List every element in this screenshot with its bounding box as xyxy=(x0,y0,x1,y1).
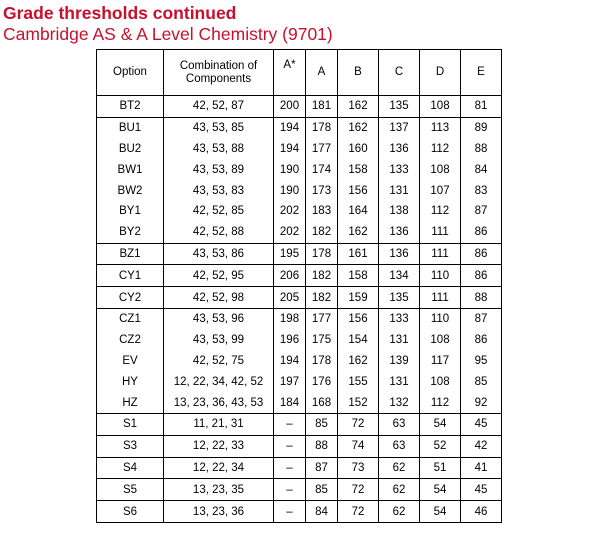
cell-components: 42, 52, 85 xyxy=(164,201,274,222)
header-grade-c: C xyxy=(379,50,420,96)
cell-grade-c: 139 xyxy=(379,351,420,372)
cell-grade-d: 113 xyxy=(420,117,461,138)
cell-option: BU2 xyxy=(97,139,164,160)
table-row xyxy=(97,96,502,118)
cell-grade-e: 87 xyxy=(461,201,502,222)
cell-grade-d: 111 xyxy=(420,243,461,265)
table-row xyxy=(97,222,502,243)
cell-grade-b: 72 xyxy=(338,501,379,523)
cell-grade-e: 86 xyxy=(461,222,502,243)
cell-option: S5 xyxy=(97,479,164,501)
cell-option: BY2 xyxy=(97,222,164,243)
cell-grade-d: 108 xyxy=(420,371,461,392)
cell-grade-b: 160 xyxy=(338,139,379,160)
cell-grade-b: 72 xyxy=(338,479,379,501)
table-row xyxy=(97,501,502,523)
cell-grade-e: 92 xyxy=(461,392,502,413)
cell-grade-e: 46 xyxy=(461,501,502,523)
cell-grade-e: 41 xyxy=(461,457,502,479)
header-grade-b: B xyxy=(338,50,379,96)
cell-grade-astar: 195 xyxy=(274,243,306,265)
cell-grade-c: 135 xyxy=(379,96,420,118)
cell-components: 13, 23, 36, 43, 53 xyxy=(164,392,274,413)
cell-grade-e: 45 xyxy=(461,413,502,435)
cell-grade-astar: 197 xyxy=(274,371,306,392)
table-row xyxy=(97,413,502,435)
table-row xyxy=(97,371,502,392)
cell-grade-a: 181 xyxy=(306,96,338,118)
cell-grade-e: 86 xyxy=(461,265,502,287)
cell-option: HY xyxy=(97,371,164,392)
cell-grade-b: 164 xyxy=(338,201,379,222)
cell-grade-c: 138 xyxy=(379,201,420,222)
cell-grade-a: 182 xyxy=(306,287,338,309)
header-combination: Combination of Components xyxy=(164,50,274,96)
cell-components: 43, 53, 99 xyxy=(164,330,274,351)
cell-grade-astar: 200 xyxy=(274,96,306,118)
cell-grade-b: 158 xyxy=(338,159,379,180)
cell-components: 12, 22, 34, 42, 52 xyxy=(164,371,274,392)
cell-components: 13, 23, 36 xyxy=(164,501,274,523)
table-row xyxy=(97,457,502,479)
cell-components: 12, 22, 34 xyxy=(164,457,274,479)
cell-grade-c: 131 xyxy=(379,330,420,351)
cell-option: S6 xyxy=(97,501,164,523)
cell-grade-b: 155 xyxy=(338,371,379,392)
cell-option: S1 xyxy=(97,413,164,435)
page-title: Grade thresholds continued xyxy=(3,3,237,23)
cell-grade-b: 158 xyxy=(338,265,379,287)
cell-grade-astar: 190 xyxy=(274,159,306,180)
cell-option: BT2 xyxy=(97,96,164,118)
cell-grade-a: 168 xyxy=(306,392,338,413)
cell-grade-d: 108 xyxy=(420,96,461,118)
cell-option: CY2 xyxy=(97,287,164,309)
cell-grade-b: 162 xyxy=(338,222,379,243)
table-row xyxy=(97,392,502,413)
cell-grade-d: 110 xyxy=(420,265,461,287)
cell-grade-astar: 202 xyxy=(274,222,306,243)
cell-grade-c: 137 xyxy=(379,117,420,138)
cell-grade-c: 131 xyxy=(379,371,420,392)
cell-grade-d: 117 xyxy=(420,351,461,372)
cell-grade-e: 81 xyxy=(461,96,502,118)
table-header-row xyxy=(97,50,502,96)
cell-grade-a: 173 xyxy=(306,180,338,201)
cell-grade-c: 136 xyxy=(379,243,420,265)
table-row xyxy=(97,479,502,501)
cell-grade-b: 73 xyxy=(338,457,379,479)
cell-grade-d: 54 xyxy=(420,501,461,523)
cell-grade-b: 72 xyxy=(338,413,379,435)
cell-grade-e: 83 xyxy=(461,180,502,201)
cell-components: 42, 52, 87 xyxy=(164,96,274,118)
cell-grade-e: 89 xyxy=(461,117,502,138)
cell-option: HZ xyxy=(97,392,164,413)
cell-grade-d: 108 xyxy=(420,330,461,351)
cell-grade-a: 176 xyxy=(306,371,338,392)
cell-grade-c: 135 xyxy=(379,287,420,309)
cell-grade-b: 152 xyxy=(338,392,379,413)
cell-grade-astar: 196 xyxy=(274,330,306,351)
cell-grade-astar: 194 xyxy=(274,117,306,138)
cell-components: 43, 53, 88 xyxy=(164,139,274,160)
cell-grade-b: 162 xyxy=(338,117,379,138)
cell-grade-e: 86 xyxy=(461,243,502,265)
cell-grade-b: 159 xyxy=(338,287,379,309)
table-row xyxy=(97,308,502,329)
cell-grade-a: 175 xyxy=(306,330,338,351)
cell-grade-a: 85 xyxy=(306,479,338,501)
cell-grade-b: 162 xyxy=(338,96,379,118)
cell-grade-e: 85 xyxy=(461,371,502,392)
cell-grade-b: 156 xyxy=(338,180,379,201)
cell-grade-astar: 202 xyxy=(274,201,306,222)
cell-grade-e: 86 xyxy=(461,330,502,351)
cell-grade-e: 88 xyxy=(461,139,502,160)
cell-grade-a: 88 xyxy=(306,435,338,457)
cell-grade-e: 88 xyxy=(461,287,502,309)
cell-grade-c: 62 xyxy=(379,479,420,501)
cell-option: BY1 xyxy=(97,201,164,222)
cell-grade-astar: – xyxy=(274,413,306,435)
cell-grade-d: 112 xyxy=(420,139,461,160)
cell-components: 13, 23, 35 xyxy=(164,479,274,501)
cell-grade-d: 112 xyxy=(420,201,461,222)
cell-option: S3 xyxy=(97,435,164,457)
table-row xyxy=(97,180,502,201)
cell-grade-astar: – xyxy=(274,479,306,501)
cell-components: 43, 53, 96 xyxy=(164,308,274,329)
table-body xyxy=(97,96,502,523)
cell-components: 43, 53, 86 xyxy=(164,243,274,265)
cell-option: BZ1 xyxy=(97,243,164,265)
cell-grade-e: 84 xyxy=(461,159,502,180)
table-row xyxy=(97,159,502,180)
cell-option: CY1 xyxy=(97,265,164,287)
cell-grade-astar: 194 xyxy=(274,351,306,372)
cell-grade-a: 84 xyxy=(306,501,338,523)
header-grade-d: D xyxy=(420,50,461,96)
cell-grade-c: 131 xyxy=(379,180,420,201)
cell-grade-b: 161 xyxy=(338,243,379,265)
cell-grade-a: 182 xyxy=(306,222,338,243)
cell-grade-d: 52 xyxy=(420,435,461,457)
cell-grade-c: 63 xyxy=(379,413,420,435)
header-grade-a: A xyxy=(306,50,338,96)
cell-grade-astar: – xyxy=(274,435,306,457)
cell-grade-a: 178 xyxy=(306,117,338,138)
cell-grade-c: 62 xyxy=(379,457,420,479)
cell-components: 42, 52, 88 xyxy=(164,222,274,243)
cell-grade-e: 87 xyxy=(461,308,502,329)
cell-option: CZ2 xyxy=(97,330,164,351)
cell-components: 43, 53, 85 xyxy=(164,117,274,138)
table-row xyxy=(97,287,502,309)
header-option: Option xyxy=(97,50,164,96)
cell-grade-astar: 190 xyxy=(274,180,306,201)
cell-option: S4 xyxy=(97,457,164,479)
cell-grade-b: 154 xyxy=(338,330,379,351)
cell-grade-d: 51 xyxy=(420,457,461,479)
cell-grade-b: 74 xyxy=(338,435,379,457)
cell-grade-e: 42 xyxy=(461,435,502,457)
table-row xyxy=(97,435,502,457)
cell-option: BW1 xyxy=(97,159,164,180)
cell-grade-astar: 198 xyxy=(274,308,306,329)
cell-components: 11, 21, 31 xyxy=(164,413,274,435)
cell-grade-c: 136 xyxy=(379,139,420,160)
cell-grade-c: 133 xyxy=(379,308,420,329)
cell-grade-c: 62 xyxy=(379,501,420,523)
cell-components: 43, 53, 89 xyxy=(164,159,274,180)
cell-grade-d: 111 xyxy=(420,222,461,243)
table-row xyxy=(97,139,502,160)
cell-grade-d: 107 xyxy=(420,180,461,201)
cell-components: 42, 52, 75 xyxy=(164,351,274,372)
cell-grade-d: 54 xyxy=(420,479,461,501)
cell-grade-b: 156 xyxy=(338,308,379,329)
page-subtitle: Cambridge AS & A Level Chemistry (9701) xyxy=(3,24,333,44)
cell-grade-a: 174 xyxy=(306,159,338,180)
table-row xyxy=(97,201,502,222)
cell-grade-c: 136 xyxy=(379,222,420,243)
cell-grade-a: 85 xyxy=(306,413,338,435)
cell-grade-astar: 184 xyxy=(274,392,306,413)
cell-components: 42, 52, 95 xyxy=(164,265,274,287)
cell-grade-d: 110 xyxy=(420,308,461,329)
cell-grade-e: 95 xyxy=(461,351,502,372)
cell-grade-astar: 194 xyxy=(274,139,306,160)
cell-option: EV xyxy=(97,351,164,372)
cell-grade-astar: 205 xyxy=(274,287,306,309)
cell-grade-a: 183 xyxy=(306,201,338,222)
cell-grade-d: 111 xyxy=(420,287,461,309)
table-row xyxy=(97,330,502,351)
cell-grade-a: 178 xyxy=(306,351,338,372)
cell-components: 12, 22, 33 xyxy=(164,435,274,457)
cell-option: CZ1 xyxy=(97,308,164,329)
cell-components: 42, 52, 98 xyxy=(164,287,274,309)
cell-grade-b: 162 xyxy=(338,351,379,372)
cell-grade-d: 112 xyxy=(420,392,461,413)
cell-grade-a: 177 xyxy=(306,139,338,160)
cell-grade-c: 133 xyxy=(379,159,420,180)
header-grade-e: E xyxy=(461,50,502,96)
cell-grade-c: 132 xyxy=(379,392,420,413)
table-row xyxy=(97,351,502,372)
cell-grade-c: 63 xyxy=(379,435,420,457)
cell-grade-a: 87 xyxy=(306,457,338,479)
table-row xyxy=(97,243,502,265)
cell-grade-d: 54 xyxy=(420,413,461,435)
cell-grade-astar: – xyxy=(274,457,306,479)
table-row xyxy=(97,117,502,138)
table-row xyxy=(97,265,502,287)
cell-grade-e: 45 xyxy=(461,479,502,501)
cell-grade-astar: – xyxy=(274,501,306,523)
cell-option: BU1 xyxy=(97,117,164,138)
cell-grade-a: 178 xyxy=(306,243,338,265)
cell-grade-d: 108 xyxy=(420,159,461,180)
cell-grade-a: 182 xyxy=(306,265,338,287)
cell-grade-astar: 206 xyxy=(274,265,306,287)
header-grade-astar: A* xyxy=(274,50,306,96)
grade-thresholds-table xyxy=(96,49,502,523)
cell-grade-c: 134 xyxy=(379,265,420,287)
cell-option: BW2 xyxy=(97,180,164,201)
cell-grade-a: 177 xyxy=(306,308,338,329)
cell-components: 43, 53, 83 xyxy=(164,180,274,201)
